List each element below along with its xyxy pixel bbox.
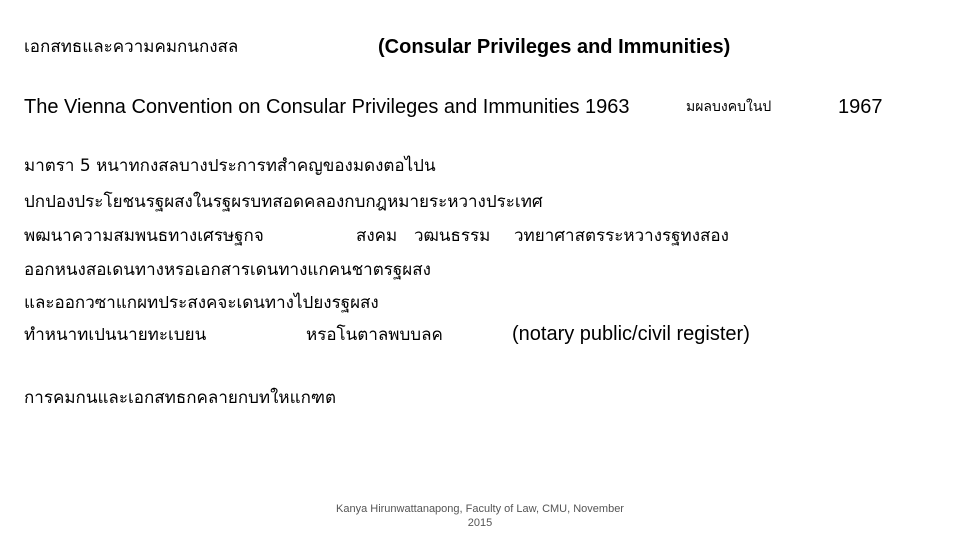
footer-credit: [330, 502, 630, 530]
promote-relations-part2: สงคม: [356, 226, 398, 246]
protect-interests-line: ปกปองประโยชนรฐผสงในรฐผรบทสอดคลองกบกฎหมายระหวางประเทศ: [24, 192, 543, 212]
notary-part2: หรอโนตาลพบบลค: [306, 325, 443, 345]
title-english: (Consular Privileges and Immunities): [378, 36, 731, 58]
visa-line: และออกวซาแกผทประสงคจะเดนทางไปยงรฐผสง: [24, 293, 379, 313]
passport-line: ออกหนงสอเดนทางหรอเอกสารเดนทางแกคนชาตรฐผสง: [24, 260, 431, 280]
promote-relations-part4: วทยาศาสตรระหวางรฐทงสอง: [514, 226, 729, 246]
convention-line: The Vienna Convention on Consular Privileges and Immunities 1963: [24, 96, 630, 118]
promote-relations-part1: พฒนาความสมพนธทางเศรษฐกจ: [24, 226, 264, 246]
promote-relations-part3: วฒนธรรม: [414, 226, 491, 246]
title-thai: เอกสทธและความคมกนกงสล: [24, 37, 239, 57]
footer-line2: 2015: [467, 517, 493, 529]
article-line: มาตรา 5 หนาทกงสลบางประการทสำคญของมดงตอไปน: [24, 156, 436, 176]
closing-line: การคมกนและเอกสทธกคลายกบทใหแกฑต: [24, 388, 337, 408]
notary-part1: ทำหนาทเปนนายทะเบยน: [24, 325, 207, 345]
footer-line1: Kanya Hirunwattanapong, Faculty of Law, CMU, November: [336, 503, 624, 515]
convention-thai-suffix: มผลบงคบในป: [686, 99, 772, 115]
notary-part3: (notary public/civil register): [512, 323, 750, 345]
convention-year: 1967: [838, 96, 883, 118]
